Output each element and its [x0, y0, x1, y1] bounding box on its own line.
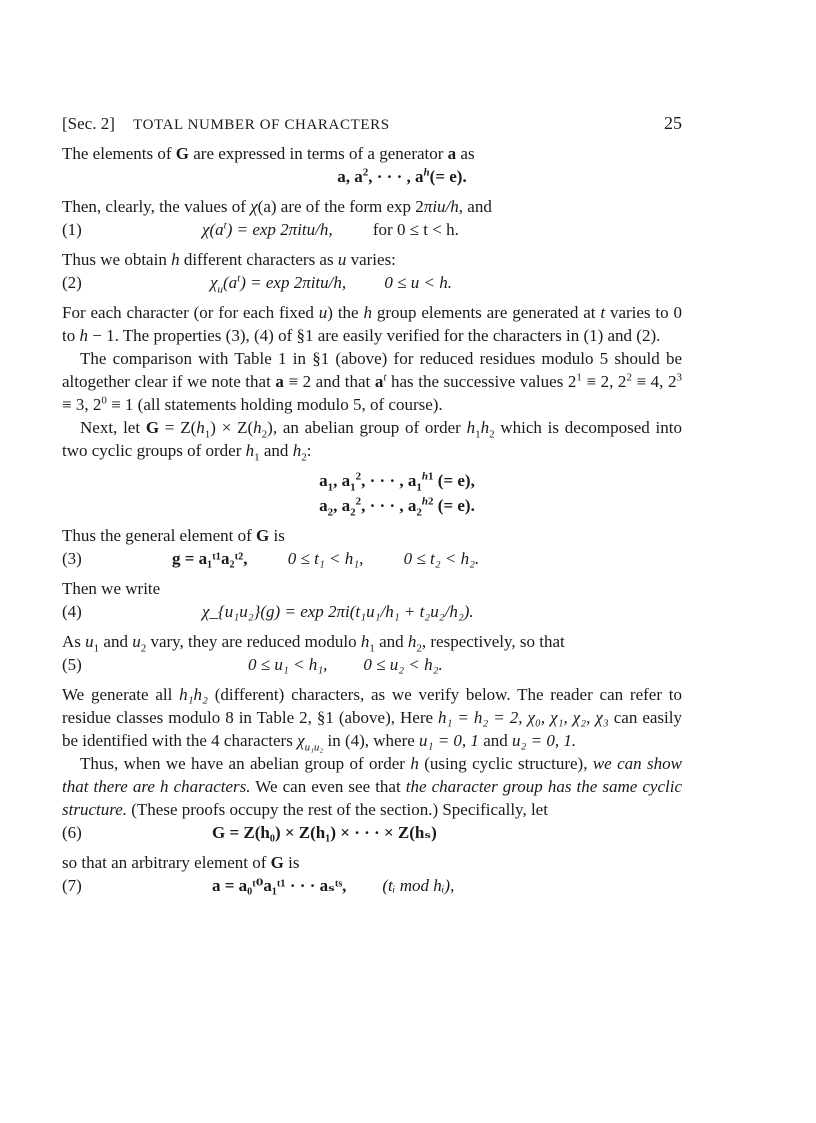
equation-6: (6) G = Z(h₀) × Z(h₁) × · · · × Z(hₛ): [62, 823, 437, 842]
page: [62, 112, 682, 904]
paragraph-11: Thus, when we have an abelian group of order h (using cyclic structure), we can show that there are h characters. We can even see that the character group has the same cyclic structure. (These proofs occupy the rest of the section.) Specifically, let: [62, 754, 683, 819]
display-sequence-2: [62, 468, 682, 518]
equation-2: (2) $\chi_u(a^t) = \exp 2\pi itu/h$, 0 ≤ u < h.: [62, 272, 452, 296]
paragraph-9: As $u_1$ and $u_2$ vary, they are reduced modulo $h_1$ and $h_2$, respectively, so that: [62, 632, 565, 655]
equation-4: (4) χ_{u₁u₂}(g) = exp 2πi(t₁u₁/h₁ + t₂u₂/h₂).: [62, 602, 474, 621]
equation-7: (7) a = a₀ᵗ⁰a₁ᵗ¹ · · · aₛᵗˢ, (tᵢ mod hᵢ),: [62, 876, 455, 895]
equation-number: (2): [62, 273, 82, 292]
page-number: 25: [664, 113, 682, 133]
equation-number: (4): [62, 602, 82, 621]
equation-number: (3): [62, 549, 82, 568]
paragraph-8: Then we write: [62, 579, 161, 598]
section-label: [Sec. 2]: [62, 114, 115, 133]
equation-5: (5) 0 ≤ u₁ < h₁, 0 ≤ u₂ < h₂.: [62, 655, 443, 674]
display-sequence-1: a, $a^2$, · · · , $a^h(= e)$.: [337, 166, 467, 186]
paragraph-4: For each character (or for each fixed u) the h group elements are generated at t varies to 0 to h − 1. The properties (3), (4) of §1 are easily verified for the characters in (1) and (2).: [62, 303, 682, 345]
paragraph-5: The comparison with Table 1 in §1 (above) for reduced residues modulo 5 should be altogether clear if we note that a ≡ 2 and that $a^t$ has the successive values $2^1 \equiv 2$, $2^2 \equiv 4$, $2^3 \equiv 3$, $2^0 \equiv 1$ (all statements holding modulo 5, of course).: [62, 349, 682, 414]
chapter-title: TOTAL NUMBER OF CHARACTERS: [133, 117, 390, 133]
sequence-line-1: $a_1$, $a_1^2$, · · · , $a_1^{h1}$ (= e),: [319, 470, 475, 494]
equation-number: (7): [62, 876, 82, 895]
sequence-line-2: $a_2$, $a_2^2$, · · · , $a_2^{h2}$ (= e).: [319, 495, 475, 519]
running-header: [62, 112, 682, 142]
equation-number: (5): [62, 655, 82, 674]
paragraph-3: Thus we obtain h different characters as u varies:: [62, 250, 396, 269]
equation-number: (1): [62, 220, 82, 239]
paragraph-2: Then, clearly, the values of χ(a) are of the form exp 2πiu/h, and: [62, 197, 492, 216]
paragraph-6: Next, let $G = Z(h_1) \times Z(h_2)$, an abelian group of order $h_1h_2$ which is decomposed into two cyclic groups of order $h_1$ and $h_2$:: [62, 418, 683, 464]
equation-1: (1) $\chi(a^t) = \exp 2\pi itu/h$, for 0 ≤ t < h.: [62, 219, 459, 239]
paragraph-10: We generate all h₁h₂ (different) characters, as we verify below. The reader can refer to residue classes modulo 8 in Table 2, §1 (above), Here h₁ = h₂ = 2, χ₀, χ₁, χ₂, χ₃ can easily be identified with the 4 characters $\chi_{u_1u_2}$ in (4), where u₁ = 0, 1 and u₂ = 0, 1.: [62, 685, 682, 754]
equation-number: (6): [62, 823, 82, 842]
equation-3: (3) g = a₁ᵗ¹a₂ᵗ², 0 ≤ t₁ < h₁, 0 ≤ t₂ < h₂.: [62, 549, 480, 568]
paragraph-7: Thus the general element of G is: [62, 526, 285, 545]
paragraph-12: so that an arbitrary element of G is: [62, 853, 300, 872]
paragraph-1: The elements of G are expressed in terms of a generator a as: [62, 144, 475, 163]
